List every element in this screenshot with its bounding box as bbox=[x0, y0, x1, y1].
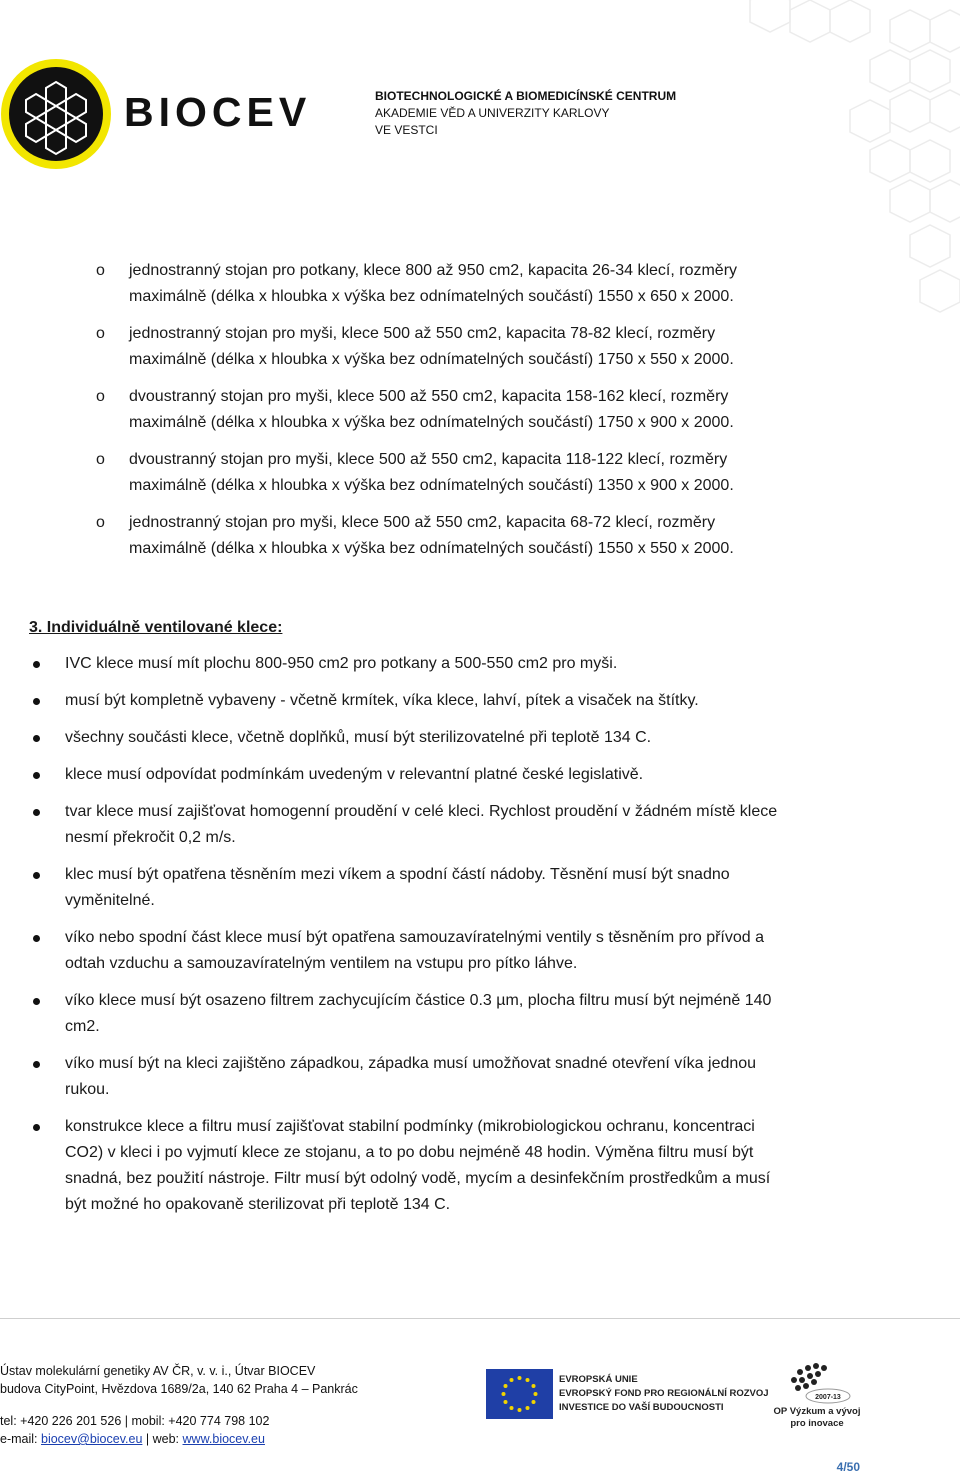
page-number: 4/50 bbox=[836, 1460, 860, 1474]
list-item-text bbox=[65, 925, 879, 977]
list-item bbox=[29, 988, 879, 1040]
list-item-text bbox=[129, 321, 836, 373]
text-line: maximálně (délka x hloubka x výška bez odnímatelných součástí) 1550 x 650 x 2000. bbox=[129, 288, 734, 305]
email-link[interactable]: biocev@biocev.eu bbox=[41, 1432, 143, 1446]
text-line: maximálně (délka x hloubka x výška bez odnímatelných součástí) 1350 x 900 x 2000. bbox=[129, 477, 734, 494]
list-item bbox=[96, 321, 836, 373]
list-item-text bbox=[65, 862, 879, 914]
text-line: odtah vzduchu a samouzavíratelným ventilem na vstupu pro pítko láhve. bbox=[65, 955, 578, 972]
bullet-icon bbox=[33, 735, 40, 742]
text-line: dvoustranný stojan pro myši, klece 500 až 550 cm2, kapacita 158-162 klecí, rozměry bbox=[129, 388, 729, 405]
eu-line-2: EVROPSKÝ FOND PRO REGIONÁLNÍ ROZVOJ bbox=[559, 1388, 769, 1399]
circle-bullet-icon: o bbox=[96, 325, 105, 342]
bullet-icon bbox=[33, 698, 40, 705]
rack-options-list bbox=[96, 258, 836, 573]
text-line: dvoustranný stojan pro myši, klece 500 až 550 cm2, kapacita 118-122 klecí, rozměry bbox=[129, 451, 728, 468]
list-item bbox=[96, 510, 836, 562]
bullet-icon bbox=[33, 772, 40, 779]
org-line-2: AKADEMIE VĚD A UNIVERZITY KARLOVY bbox=[375, 106, 610, 120]
list-item bbox=[29, 1051, 879, 1103]
bullet-icon bbox=[33, 872, 40, 879]
eu-funding-text bbox=[559, 1373, 769, 1415]
text-line: konstrukce klece a filtru musí zajišťovat stabilní podmínky (mikrobiologickou ochranu, koncentraci bbox=[65, 1118, 755, 1135]
list-item bbox=[29, 862, 879, 914]
list-item-text bbox=[129, 510, 836, 562]
list-item-text bbox=[65, 688, 879, 714]
list-item-text bbox=[65, 1051, 879, 1103]
text-line: jednostranný stojan pro myši, klece 500 až 550 cm2, kapacita 78-82 klecí, rozměry bbox=[129, 325, 716, 342]
text-line: tvar klece musí zajišťovat homogenní proudění v celé kleci. Rychlost proudění v žádném místě klece bbox=[65, 803, 778, 820]
list-item bbox=[96, 384, 836, 436]
eu-line-3: INVESTICE DO VAŠÍ BUDOUCNOSTI bbox=[559, 1402, 724, 1413]
contact-line bbox=[0, 1430, 358, 1448]
list-item-text bbox=[65, 988, 879, 1040]
text-line: všechny součásti klece, včetně doplňků, musí být sterilizovatelné při teplotě 134 C. bbox=[65, 729, 652, 746]
list-item bbox=[29, 725, 879, 751]
circle-bullet-icon: o bbox=[96, 451, 105, 468]
text-line: musí být kompletně vybaveny - včetně krmítek, víka klece, lahví, pítek a visaček na štítky. bbox=[65, 692, 699, 709]
text-line: maximálně (délka x hloubka x výška bez odnímatelných součástí) 1750 x 550 x 2000. bbox=[129, 351, 734, 368]
list-item-text bbox=[129, 384, 836, 436]
eu-line-1: EVROPSKÁ UNIE bbox=[559, 1374, 638, 1385]
phone-line: tel: +420 226 201 526 | mobil: +420 774 798 102 bbox=[0, 1414, 270, 1428]
text-line: cm2. bbox=[65, 1018, 100, 1035]
list-item-text bbox=[129, 258, 836, 310]
bullet-icon bbox=[33, 661, 40, 668]
list-item bbox=[96, 258, 836, 310]
text-line: maximálně (délka x hloubka x výška bez odnímatelných součástí) 1550 x 550 x 2000. bbox=[129, 540, 734, 557]
text-line: víko nebo spodní část klece musí být opatřena samouzavíratelnými ventily s těsněním pro přívod a bbox=[65, 929, 765, 946]
organization-name bbox=[375, 88, 676, 139]
list-item-text bbox=[65, 651, 879, 677]
op-line-1: OP Výzkum a vývoj bbox=[773, 1406, 861, 1417]
web-label: web: bbox=[152, 1432, 180, 1446]
text-line: jednostranný stojan pro myši, klece 500 až 550 cm2, kapacita 68-72 klecí, rozměry bbox=[129, 514, 716, 531]
list-item-text bbox=[65, 799, 879, 851]
op-vavpi-logo-icon bbox=[770, 1360, 880, 1408]
text-line: klec musí být opatřena těsněním mezi víkem a spodní částí nádoby. Těsnění musí být snadno bbox=[65, 866, 730, 883]
eu-flag-icon bbox=[486, 1369, 553, 1419]
op-program-text bbox=[770, 1406, 864, 1430]
circle-bullet-icon: o bbox=[96, 262, 105, 279]
text-line: být možné ho opakovaně sterilizovat při teplotě 134 C. bbox=[65, 1196, 451, 1213]
list-item-text bbox=[65, 1114, 879, 1218]
bullet-icon bbox=[33, 935, 40, 942]
section-heading: 3. Individuálně ventilované klece: bbox=[29, 619, 283, 636]
circle-bullet-icon: o bbox=[96, 388, 105, 405]
org-line-3: VE VESTCI bbox=[375, 123, 438, 137]
text-line: maximálně (délka x hloubka x výška bez odnímatelných součástí) 1750 x 900 x 2000. bbox=[129, 414, 734, 431]
list-item bbox=[29, 1114, 879, 1218]
text-line: nesmí překročit 0,2 m/s. bbox=[65, 829, 236, 846]
org-line-1: BIOTECHNOLOGICKÉ A BIOMEDICÍNSKÉ CENTRUM bbox=[375, 89, 677, 103]
text-line: IVC klece musí mít plochu 800-950 cm2 pro potkany a 500-550 cm2 pro myši. bbox=[65, 655, 618, 672]
list-item-text bbox=[65, 725, 879, 751]
web-link[interactable]: www.biocev.eu bbox=[182, 1432, 265, 1446]
op-line-2: pro inovace bbox=[790, 1418, 844, 1429]
text-line: víko musí být na kleci zajištěno západkou, západka musí umožňovat snadné otevření víka jednou bbox=[65, 1055, 757, 1072]
list-item bbox=[96, 447, 836, 499]
address-line-1: Ústav molekulární genetiky AV ČR, v. v. i., Útvar BIOCEV bbox=[0, 1364, 316, 1378]
op-years: 2007-13 bbox=[815, 1394, 841, 1401]
bullet-icon bbox=[33, 1061, 40, 1068]
bullet-icon bbox=[33, 1124, 40, 1131]
text-line: vyměnitelné. bbox=[65, 892, 155, 909]
list-item-text bbox=[129, 447, 836, 499]
list-item bbox=[29, 925, 879, 977]
address-line-2: budova CityPoint, Hvězdova 1689/2a, 140 62 Praha 4 – Pankrác bbox=[0, 1382, 358, 1396]
text-line: CO2) v kleci i po vyjmutí klece ze stojanu, a to po dobu nejméně 48 hodin. Výměna filtru musí být bbox=[65, 1144, 754, 1161]
bullet-icon bbox=[33, 809, 40, 816]
contact-separator: | bbox=[145, 1432, 150, 1446]
list-item bbox=[29, 799, 879, 851]
footer-address bbox=[0, 1362, 358, 1448]
text-line: snadná, bez použití nástroje. Filtr musí být odolný vodě, mycím a desinfekčním prostředkům a musí bbox=[65, 1170, 771, 1187]
biocev-logo-icon bbox=[0, 58, 112, 170]
list-item bbox=[29, 762, 879, 788]
footer-divider bbox=[0, 1318, 960, 1319]
requirements-list bbox=[29, 651, 879, 1229]
email-label: e-mail: bbox=[0, 1432, 38, 1446]
circle-bullet-icon: o bbox=[96, 514, 105, 531]
list-item bbox=[29, 651, 879, 677]
text-line: víko klece musí být osazeno filtrem zachycujícím částice 0.3 µm, plocha filtru musí být nejméně 140 bbox=[65, 992, 772, 1009]
text-line: jednostranný stojan pro potkany, klece 800 až 950 cm2, kapacita 26-34 klecí, rozměry bbox=[129, 262, 738, 279]
text-line: klece musí odpovídat podmínkám uvedeným v relevantní platné české legislativě. bbox=[65, 766, 644, 783]
list-item bbox=[29, 688, 879, 714]
text-line: rukou. bbox=[65, 1081, 110, 1098]
logo-wordmark: BIOCEV bbox=[124, 89, 312, 135]
bullet-icon bbox=[33, 998, 40, 1005]
list-item-text bbox=[65, 762, 879, 788]
